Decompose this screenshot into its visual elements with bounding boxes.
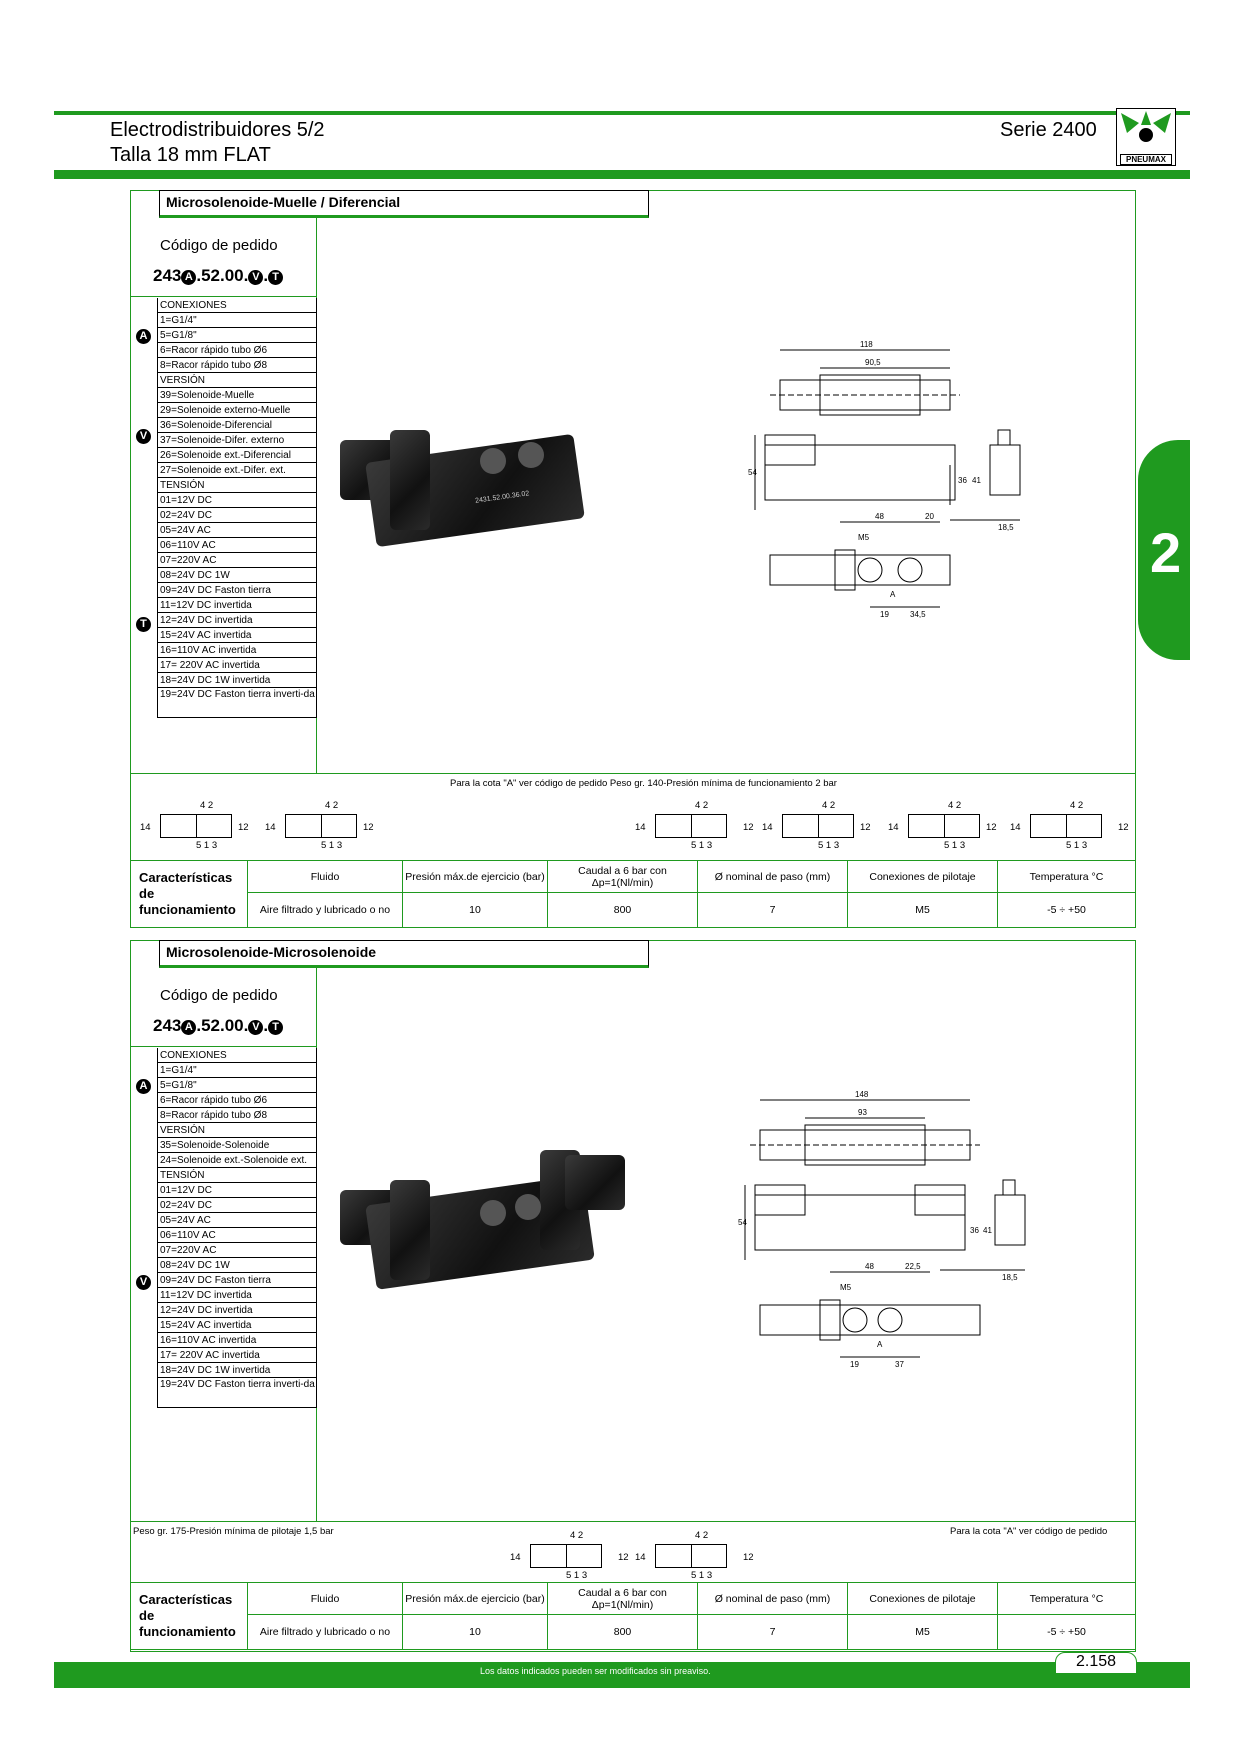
- valve-symbol: 4 2 14 12 5 1 3: [635, 800, 754, 851]
- option-item: 12=24V DC invertida: [158, 613, 317, 628]
- badge-a: A: [181, 270, 196, 285]
- option-item: 17= 220V AC invertida: [158, 658, 317, 673]
- option-item: 37=Solenoide-Difer. externo: [158, 433, 317, 448]
- char-header: Ø nominal de paso (mm): [698, 861, 848, 893]
- brand-logo: [1116, 108, 1176, 166]
- section2-note-left: Peso gr. 175-Presión mínima de pilotaje 1,5 bar: [133, 1526, 334, 1537]
- option-item: 5=G1/8": [158, 1078, 317, 1093]
- dim-label: 93: [858, 1108, 867, 1117]
- char-value: 800: [548, 893, 698, 928]
- section2-code-underline: [130, 1046, 316, 1047]
- group-badge-v: V: [136, 1275, 151, 1290]
- section2-options: [157, 1048, 317, 1408]
- section2-symbols: [510, 1530, 770, 1585]
- option-item: 05=24V AC: [158, 523, 317, 538]
- dim-label: 18,5: [1002, 1273, 1018, 1282]
- option-item: 24=Solenoide ext.-Solenoide ext.: [158, 1153, 317, 1168]
- photo-label: 2431.52.00.36.02: [474, 490, 530, 505]
- group-badge-v: V: [136, 429, 151, 444]
- option-item: 07=220V AC: [158, 1243, 317, 1258]
- char-header: Caudal a 6 bar con Δp=1(Nl/min): [548, 861, 698, 893]
- option-item: 6=Racor rápido tubo Ø6: [158, 343, 317, 358]
- dim-label: 54: [738, 1218, 747, 1227]
- option-item: 09=24V DC Faston tierra: [158, 1273, 317, 1288]
- code-mid: .52.00.: [196, 1016, 249, 1035]
- brand-logo-text: PNEUMAX: [1120, 154, 1172, 165]
- section1-note: Para la cota "A" ver código de pedido Peso gr. 140-Presión mínima de funcionamiento 2 bar: [450, 778, 837, 789]
- option-item: 5=G1/8": [158, 328, 317, 343]
- option-item: 6=Racor rápido tubo Ø6: [158, 1093, 317, 1108]
- option-item: 09=24V DC Faston tierra: [158, 583, 317, 598]
- option-item: 01=12V DC: [158, 1183, 317, 1198]
- valve-symbol: 4 2 14 12 5 1 3: [1010, 800, 1129, 851]
- badge-t: T: [268, 270, 283, 285]
- option-item: 08=24V DC 1W: [158, 1258, 317, 1273]
- dim-label: A: [890, 590, 896, 599]
- valve-symbol: 4 2 14 12 5 1 3: [265, 800, 374, 851]
- dim-label: 36: [958, 476, 967, 485]
- options-head: VERSIÓN: [158, 373, 317, 388]
- section2-title: Microsolenoide-Microsolenoide: [159, 940, 649, 968]
- dim-label: 148: [855, 1090, 869, 1099]
- option-item: 1=G1/4": [158, 313, 317, 328]
- option-item: 27=Solenoide ext.-Difer. ext.: [158, 463, 317, 478]
- option-item: 8=Racor rápido tubo Ø8: [158, 1108, 317, 1123]
- dim-label: 19: [880, 610, 889, 619]
- group-badge-t: T: [136, 617, 151, 632]
- char-value: -5 ÷ +50: [998, 1615, 1136, 1650]
- dim-label: 20: [925, 512, 934, 521]
- header-top-rule: [54, 111, 1190, 115]
- option-item: 02=24V DC: [158, 1198, 317, 1213]
- section2-note-right: Para la cota "A" ver código de pedido: [950, 1526, 1108, 1537]
- section1-characteristics-table: [130, 860, 1136, 928]
- char-value: Aire filtrado y lubricado o no: [248, 893, 403, 928]
- code-prefix: 243: [153, 266, 182, 285]
- valve-symbol: 4 2 14 12 5 1 3: [888, 800, 997, 851]
- char-header: Temperatura °C: [998, 861, 1136, 893]
- options-head: CONEXIONES: [158, 298, 317, 313]
- badge-t: T: [268, 1020, 283, 1035]
- badge-v: V: [248, 1020, 263, 1035]
- dim-label: 90,5: [865, 358, 881, 367]
- option-item: 39=Solenoide-Muelle: [158, 388, 317, 403]
- option-item: 17= 220V AC invertida: [158, 1348, 317, 1363]
- section2-product-photo: [340, 1150, 640, 1310]
- dim-label: 36: [970, 1226, 979, 1235]
- section2-note-rule: [130, 1521, 1136, 1522]
- dim-label: 48: [875, 512, 884, 521]
- dim-label: 19: [850, 1360, 859, 1369]
- option-item: 15=24V AC invertida: [158, 1318, 317, 1333]
- dim-label: 34,5: [910, 610, 926, 619]
- option-item: 1=G1/4": [158, 1063, 317, 1078]
- dim-label: 22,5: [905, 1262, 921, 1271]
- section1-order-code: [153, 266, 283, 286]
- characteristics-label: Características de funcionamiento: [131, 1583, 248, 1650]
- char-value: 10: [403, 893, 548, 928]
- option-item: 07=220V AC: [158, 553, 317, 568]
- option-item: 11=12V DC invertida: [158, 598, 317, 613]
- dim-label: 48: [865, 1262, 874, 1271]
- char-header: Ø nominal de paso (mm): [698, 1583, 848, 1615]
- code-prefix: 243: [153, 1016, 182, 1035]
- char-header: Conexiones de pilotaje: [848, 1583, 998, 1615]
- char-header: Conexiones de pilotaje: [848, 861, 998, 893]
- option-item: 26=Solenoide ext.-Diferencial: [158, 448, 317, 463]
- dim-label: 54: [748, 468, 757, 477]
- section2-order-label: Código de pedido: [160, 987, 278, 1004]
- option-item: 19=24V DC Faston tierra inverti-da: [158, 688, 317, 718]
- option-item: 19=24V DC Faston tierra inverti-da: [158, 1378, 317, 1408]
- code-sep: .: [263, 1016, 269, 1035]
- page-title: Electrodistribuidores 5/2: [110, 119, 325, 141]
- dim-label: A: [877, 1340, 883, 1349]
- dim-label: M5: [858, 533, 870, 542]
- dim-label: M5: [840, 1283, 852, 1292]
- option-item: 18=24V DC 1W invertida: [158, 1363, 317, 1378]
- section1-symbols: [140, 800, 1130, 855]
- options-head: TENSIÓN: [158, 478, 317, 493]
- section1-note-rule: [130, 773, 1136, 774]
- option-item: 11=12V DC invertida: [158, 1288, 317, 1303]
- option-item: 16=110V AC invertida: [158, 643, 317, 658]
- section1-order-label: Código de pedido: [160, 237, 278, 254]
- options-head: TENSIÓN: [158, 1168, 317, 1183]
- option-item: 29=Solenoide externo-Muelle: [158, 403, 317, 418]
- series-label: Serie 2400: [1000, 119, 1097, 141]
- option-item: 16=110V AC invertida: [158, 1333, 317, 1348]
- char-value: 7: [698, 1615, 848, 1650]
- valve-symbol: 4 2 14 12 5 1 3: [140, 800, 249, 851]
- dim-label: 41: [983, 1226, 992, 1235]
- section2-order-code: [153, 1016, 283, 1036]
- dim-label: 37: [895, 1360, 904, 1369]
- badge-v: V: [248, 270, 263, 285]
- option-item: 15=24V AC invertida: [158, 628, 317, 643]
- char-value: M5: [848, 1615, 998, 1650]
- option-item: 05=24V AC: [158, 1213, 317, 1228]
- option-item: 36=Solenoide-Diferencial: [158, 418, 317, 433]
- char-header: Caudal a 6 bar con Δp=1(Nl/min): [548, 1583, 698, 1615]
- page-subtitle: Talla 18 mm FLAT: [110, 144, 271, 166]
- dim-label: 18,5: [998, 523, 1014, 532]
- char-value: M5: [848, 893, 998, 928]
- char-header: Presión máx.de ejercicio (bar): [403, 1583, 548, 1615]
- char-header: Fluido: [248, 861, 403, 893]
- badge-a: A: [181, 1020, 196, 1035]
- option-item: 06=110V AC: [158, 1228, 317, 1243]
- options-head: VERSIÓN: [158, 1123, 317, 1138]
- char-value: 10: [403, 1615, 548, 1650]
- valve-symbol: 4 2 14 12 5 1 3: [635, 1530, 754, 1581]
- valve-symbol: 4 2 14 12 5 1 3: [762, 800, 871, 851]
- option-item: 06=110V AC: [158, 538, 317, 553]
- option-item: 12=24V DC invertida: [158, 1303, 317, 1318]
- group-badge-a: A: [136, 329, 151, 344]
- char-value: 7: [698, 893, 848, 928]
- characteristics-label: Características de funcionamiento: [131, 861, 248, 928]
- header-bottom-rule: [54, 170, 1190, 179]
- option-item: 18=24V DC 1W invertida: [158, 673, 317, 688]
- valve-symbol: 4 2 14 12 5 1 3: [510, 1530, 629, 1581]
- group-badge-a: A: [136, 1079, 151, 1094]
- dim-label: 118: [860, 340, 873, 349]
- char-header: Presión máx.de ejercicio (bar): [403, 861, 548, 893]
- section1-title: Microsolenoide-Muelle / Diferencial: [159, 190, 649, 218]
- page-number: 2.158: [1055, 1652, 1137, 1674]
- section1-dimension-drawing: [750, 335, 1030, 635]
- footer-disclaimer: Los datos indicados pueden ser modificados sin preaviso.: [480, 1666, 711, 1676]
- char-value: 800: [548, 1615, 698, 1650]
- section2-characteristics-table: [130, 1582, 1136, 1650]
- option-item: 01=12V DC: [158, 493, 317, 508]
- option-item: 8=Racor rápido tubo Ø8: [158, 358, 317, 373]
- char-value: Aire filtrado y lubricado o no: [248, 1615, 403, 1650]
- code-sep: .: [263, 266, 269, 285]
- dim-label: 41: [972, 476, 981, 485]
- section2-dimension-drawing: [740, 1085, 1030, 1385]
- option-item: 08=24V DC 1W: [158, 568, 317, 583]
- section1-code-underline: [130, 296, 316, 297]
- section1-product-photo: [340, 420, 620, 570]
- code-mid: .52.00.: [196, 266, 249, 285]
- section1-options: [157, 298, 317, 718]
- char-header: Fluido: [248, 1583, 403, 1615]
- option-item: 35=Solenoide-Solenoide: [158, 1138, 317, 1153]
- option-item: 02=24V DC: [158, 508, 317, 523]
- chapter-number: 2: [1150, 521, 1182, 584]
- options-head: CONEXIONES: [158, 1048, 317, 1063]
- char-header: Temperatura °C: [998, 1583, 1136, 1615]
- char-value: -5 ÷ +50: [998, 893, 1136, 928]
